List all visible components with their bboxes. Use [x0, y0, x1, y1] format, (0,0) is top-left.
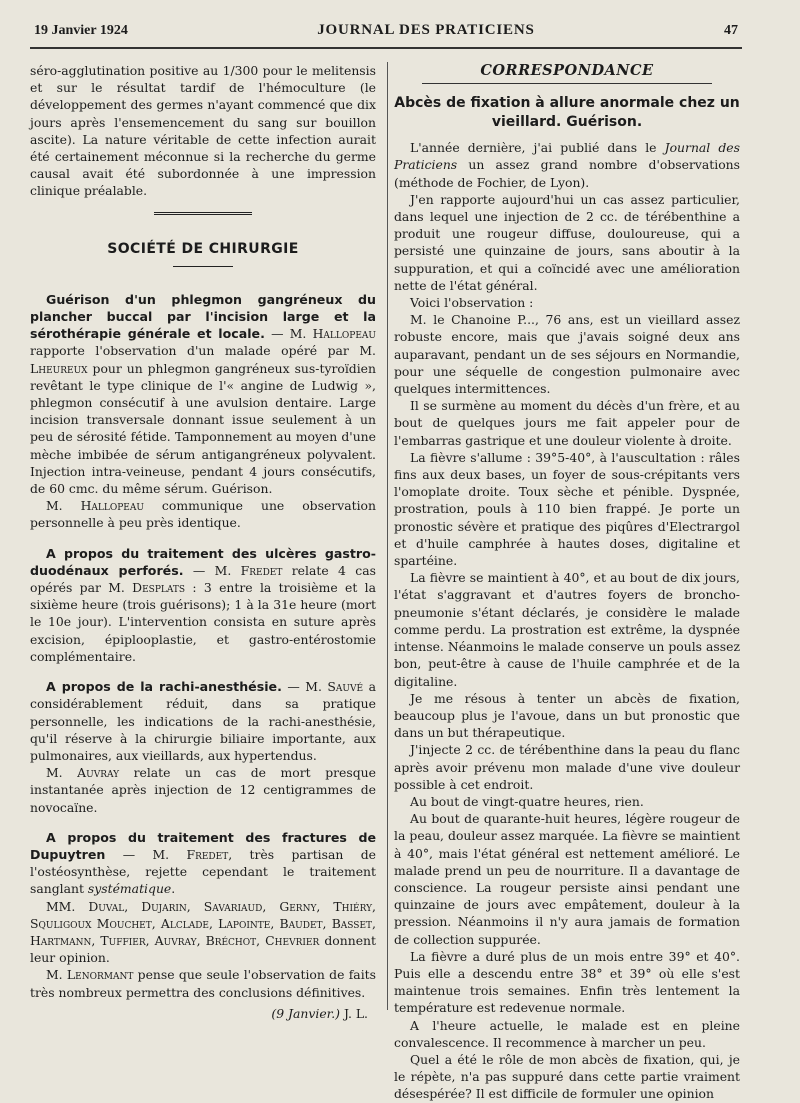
article-paragraph: MM. Duval, Dujarin, Savariaud, Gerny, Thiéry, Squligoux Mouchet, Alclade, Lapointe, Baudet, Basset, Hartmann, Tuffier, Auvray, Bréchot, Chevrier donnent leur opinion. [30, 898, 376, 966]
section-title: SOCIÉTÉ DE CHIRURGIE [107, 240, 299, 257]
right-column [394, 62, 740, 1103]
continued-paragraph: séro-agglutination positive au 1/300 pour le melitensis et sur le résultat tardif de l'hémoculture (le développement des germes n'ayant commencé que dix jours après l'ensemencement du sang sur bouillon ascite). La nature véritable de cette infection aurait été certainement méconnue si la recherche du germe causal avait été subordonnée à une impression clinique préalable. [30, 63, 376, 199]
body-paragraph: Il se surmène au moment du décès d'un frère, et au bout de quelques jours me fait appeler pour de l'embarras gastrique et une douleur violente à droite. [394, 398, 740, 448]
article-paragraph: M. Lenormant pense que seule l'observation de faits très nombreux permettra des conclusions définitives. [30, 967, 376, 1000]
body-paragraph: La fièvre se maintient à 40°, et au bout de dix jours, l'état s'aggravant et d'autres foyers de broncho-pneumonie s'étant déclarés, je considère le malade comme perdu. La prostration est extrême, la dyspnée intense. Néanmoins le malade conserve un pouls assez bon, peut-être à cause de l'huile camphrée et de la digitaline. [394, 570, 740, 689]
body-paragraph: Au bout de vingt-quatre heures, rien. [410, 793, 644, 809]
section-rule [154, 212, 252, 217]
article-dupuytren: A propos du traitement des fractures de Dupuytren — M. Fredet, très partisan de l'ostéosynthèse, rejette cependant le traitement sanglant systématique. [30, 829, 376, 897]
article-paragraph: M. Auvray relate un cas de mort presque instantanée après injection de 12 centigrammes de novocaïne. [30, 765, 376, 815]
header-rule [30, 47, 742, 49]
article-heading: A propos du traitement des ulcères gastro-duodénaux perforés. [30, 545, 376, 578]
body-paragraph: M. le Chanoine P..., 76 ans, est un vieillard assez robuste encore, mais que j'avais soigné deux ans auparavant, pendant un de ses séjours en Normandie, pour une séquelle de congestion pulmonaire avec quelques intermittences. [394, 312, 740, 397]
left-column [30, 62, 376, 1022]
body-paragraph: A l'heure actuelle, le malade est en pleine convalescence. Il recommence à marcher un peu. [394, 1017, 740, 1050]
header-date: 19 Janvier 1924 [34, 23, 128, 38]
article-heading: Guérison d'un phlegmon gangréneux du plancher buccal par l'incision large et la sérothérapie générale et locale. [30, 291, 376, 342]
article-heading: A propos de la rachi-anesthésie. [46, 679, 282, 695]
article-rachi: A propos de la rachi-anesthésie. — M. Sauvé a considérablement réduit, dans sa pratique personnelle, les indications de la rachi-anesthésie, qu'il réserve à la chirurgie biliaire importante, aux pulmonaires, aux vieillards, aux hypertendus. [30, 679, 376, 763]
article-title: Abcès de fixation à allure anormale chez un vieillard. Guérison. [394, 95, 740, 131]
journal-title: JOURNAL DES PRATICIENS [317, 22, 535, 38]
body-paragraph: Au bout de quarante-huit heures, légère rougeur de la peau, douleur assez marquée. La fièvre se maintient à 40°, mais l'état général est nettement amélioré. Le malade prend un peu de nourriture. Il a davantage de conscience. La rougeur persiste ainsi pendant une quinzaine de jours avec empâtement, douleur à la pression. Néanmoins il n'y aura jamais de formation de collection suppurée. [394, 811, 740, 947]
article-heading: A propos du traitement des fractures de Dupuytren [30, 829, 376, 862]
body-paragraph: J'injecte 2 cc. de térébenthine dans la peau du flanc après avoir prévenu mon malade d'une vive douleur possible à cet endroit. [394, 742, 740, 792]
article-phlegmon: Guérison d'un phlegmon gangréneux du plancher buccal par l'incision large et la sérothérapie générale et locale. — M. Hallopeau rapporte l'observation d'un malade opéré par M. Lheureux pour un phlegmon gangréneux sus-tyroïdien revêtant le type clinique de l'« angine de Ludwig », phlegmon consécutif à une avulsion dentaire. Large incision transversale donnant issue seulement à un peu de sérosité fétide. Tamponnement au moyen d'une mèche imbibée de sérum antigangréneux polyvalent. Injection intra-veineuse, pendant 4 jours consécutifs, de 60 cmc. du même sérum. Guérison. [30, 291, 376, 497]
body-paragraph: Voici l'observation : [410, 295, 534, 311]
column-divider [387, 62, 388, 1010]
surgeon-name: Lheureux [30, 360, 88, 376]
page-header [34, 22, 738, 44]
correspondance-rule [422, 83, 712, 84]
body-paragraph: Je me résous à tenter un abcès de fixation, beaucoup plus je l'avoue, dans un but pronostic que dans un but thérapeutique. [394, 690, 740, 741]
body-paragraph: La fièvre s'allume : 39°5-40°, à l'auscultation : râles fins aux deux bases, un foyer de sous-crépitants vers l'omoplate droite. Toux sèche et pénible. Dyspnée, prostration, pouls à 110 bien frappé. Je porte un pronostic sévère et pratique des piqûres d'Electrargol et d'huile camphrée à hautes doses, digitaline et spartéine. [394, 449, 740, 569]
body-paragraph: J'en rapporte aujourd'hui un cas assez particulier, dans lequel une injection de 2 cc. de térébenthine a produit une rougeur diffuse, douloureuse, qui a persisté une quinzaine de jours, sans aboutir à la suppuration, et qui a coïncidé avec une amélioration nette de l'état général. [394, 191, 740, 293]
body-paragraph: L'année dernière, j'ai publié dans le Journal des Praticiens un assez grand nombre d'observations (méthode de Fochier, de Lyon). [394, 140, 740, 190]
signature: (9 Janvier.) J. L. [271, 1005, 368, 1021]
body-paragraph: La fièvre a duré plus de un mois entre 39° et 40°. Puis elle a descendu entre 38° et 39° où elle s'est maintenue trois semaines. Enfin très lentement la température est redevenue normale. [394, 948, 740, 1016]
article-ulceres: A propos du traitement des ulcères gastro-duodénaux perforés. — M. Fredet relate 4 cas opérés par M. Desplats : 3 entre la troisième et la sixième heure (trois guérisons); 1 à la 31e heure (mort le 10e jour). L'intervention consista en suture après excision, épiplooplastie, et gastro-entérostomie complémentaire. [30, 545, 376, 664]
body-paragraph: Quel a été le rôle de mon abcès de fixation, qui, je le répète, n'a pas suppuré dans cette partie vraiment désespérée? Il est difficile de formuler une opinion [394, 1051, 740, 1102]
correspondance-heading: CORRESPONDANCE [480, 62, 654, 79]
surgeon-name: Hallopeau [312, 326, 376, 342]
page-number: 47 [723, 23, 738, 38]
article-paragraph: M. Hallopeau communique une observation personnelle à peu près identique. [30, 498, 376, 531]
